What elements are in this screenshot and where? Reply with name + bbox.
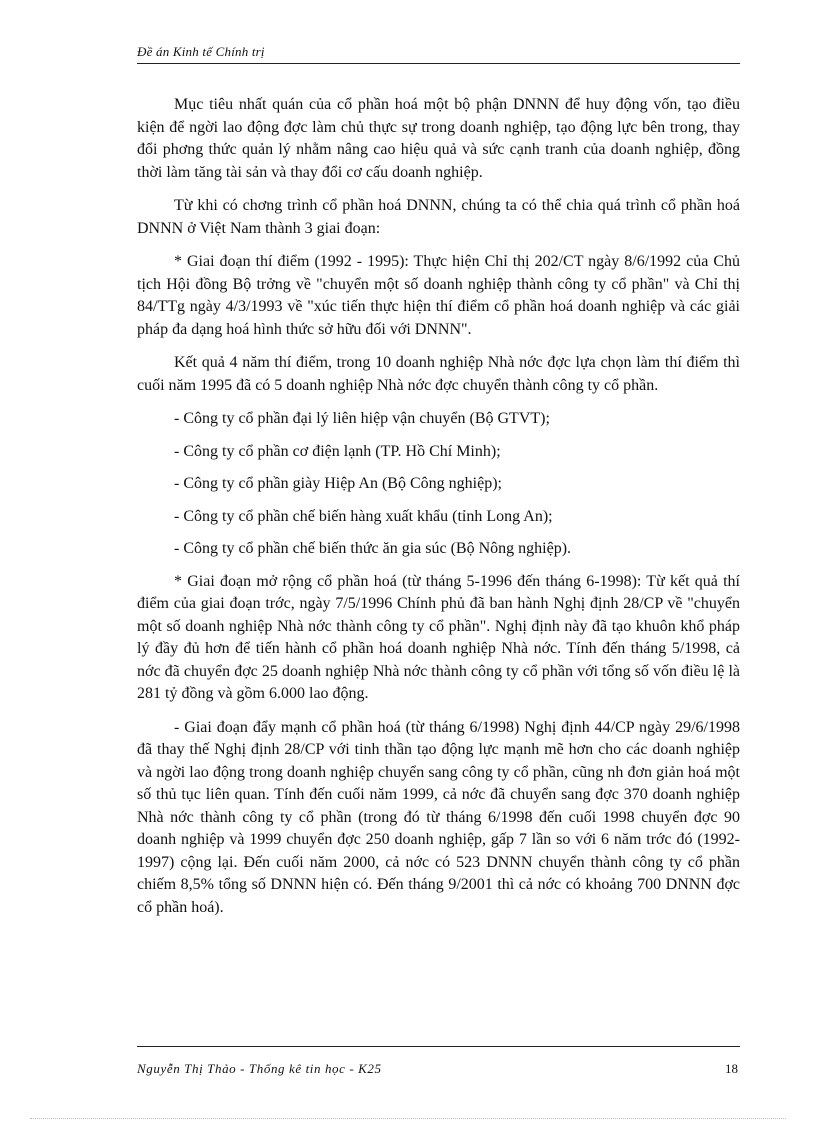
list-item-company: - Công ty cổ phần đại lý liên hiệp vận chuyển (Bộ GTVT); <box>174 410 550 427</box>
page-number: 18 <box>725 1061 738 1076</box>
footer-author: Nguyễn Thị Thảo - Thống kê tin học - K25 <box>137 1061 382 1076</box>
list-item-company: - Công ty cổ phần chế biến thức ăn gia súc (Bộ Nông nghiệp). <box>174 540 572 557</box>
page-edge-divider <box>30 1118 786 1119</box>
page-header-title: Đề án Kinh tế Chính trị <box>137 44 265 59</box>
page-footer <box>137 1061 740 1077</box>
list-item-company: - Công ty cổ phần cơ điện lạnh (TP. Hồ Chí Minh); <box>174 442 501 460</box>
list-item-company: - Công ty cổ phần giày Hiệp An (Bộ Công nghiệp); <box>174 475 502 492</box>
paragraph-acceleration-stage: - Giai đoạn đẩy mạnh cổ phần hoá (từ tháng 6/1998) Nghị định 44/CP ngày 29/6/1998 đã thay thế Nghị định 28/CP với tinh thần tạo động lực mạnh mẽ hơn cho các doanh nghiệp và ngời lao động trong doanh nghiệp chuyển sang công ty cổ phần, cũng nh đơn giản hoá một số thủ tục liên quan. Tính đến cuối năm 1999, cả nớc đã chuyển sang đợc 370 doanh nghiệp Nhà nớc thành công ty cổ phần (trong đó từ tháng 6/1998 đến cuối 1998 chuyển đợc 90 doanh nghiệp và 1999 chuyển đợc 250 doanh nghiệp, gấp 7 lần so với 6 năm trớc đó (1992-1997) cộng lại. Đến cuối năm 2000, cả nớc có 523 DNNN chuyển thành công ty cổ phần chiếm 8,5% tổng số DNNN hiện có. Đến tháng 9/2001 thì cả nớc có khoảng 700 DNNN đợc cổ phần hoá). <box>137 718 740 916</box>
list-item-company: - Công ty cổ phần chế biến hàng xuất khẩu (tỉnh Long An); <box>174 507 553 525</box>
header-divider <box>137 63 740 64</box>
paragraph-pilot-stage: * Giai đoạn thí điểm (1992 - 1995): Thực hiện Chỉ thị 202/CT ngày 8/6/1992 của Chủ tịch Hội đồng Bộ trởng về "chuyển một số doanh nghiệp thành công ty cổ phần" và Chỉ thị 84/TTg ngày 4/3/1993 về "xúc tiến thực hiện thí điểm cổ phần hoá doanh nghiệp và các giải pháp đa dạng hoá hình thức sở hữu đối với DNNN". <box>137 253 740 338</box>
paragraph-stages-intro: Từ khi có chơng trình cổ phần hoá DNNN, chúng ta có thể chia quá trình cổ phần hoá DNNN ở Việt Nam thành 3 giai đoạn: <box>137 197 740 237</box>
footer-divider <box>137 1046 740 1047</box>
paragraph-expansion-stage: * Giai đoạn mở rộng cổ phần hoá (từ tháng 5-1996 đến tháng 6-1998): Từ kết quả thí điểm của giai đoạn trớc, ngày 7/5/1996 Chính phủ đã ban hành Nghị định 28/CP về "chuyển một số doanh nghiệp Nhà nớc thành công ty cổ phần". Nghị định này đã tạo khuôn khổ pháp lý đầy đủ hơn để tiến hành cổ phần hoá doanh nghiệp Nhà nớc. Tính đến tháng 5/1998, cả nớc đã chuyển đợc 25 doanh nghiệp Nhà nớc thành công ty cổ phần với tổng số vốn điều lệ là 281 tỷ đồng và gồm 6.000 lao động. <box>137 572 740 702</box>
page-body <box>137 94 740 930</box>
paragraph-objective: Mục tiêu nhất quán của cổ phần hoá một bộ phận DNNN để huy động vốn, tạo điều kiện để ngời lao động đợc làm chủ thực sự trong doanh nghiệp, tạo động lực bên trong, thay đổi phơng thức quản lý nhằm nâng cao hiệu quả và sức cạnh tranh của doanh nghiệp, đồng thời làm tăng tài sản và thay đổi cơ cấu doanh nghiệp. <box>137 96 740 181</box>
paragraph-pilot-results: Kết quả 4 năm thí điểm, trong 10 doanh nghiệp Nhà nớc đợc lựa chọn làm thí điểm thì cuối năm 1995 đã có 5 doanh nghiệp Nhà nớc đợc chuyển thành công ty cổ phần. <box>137 354 740 394</box>
